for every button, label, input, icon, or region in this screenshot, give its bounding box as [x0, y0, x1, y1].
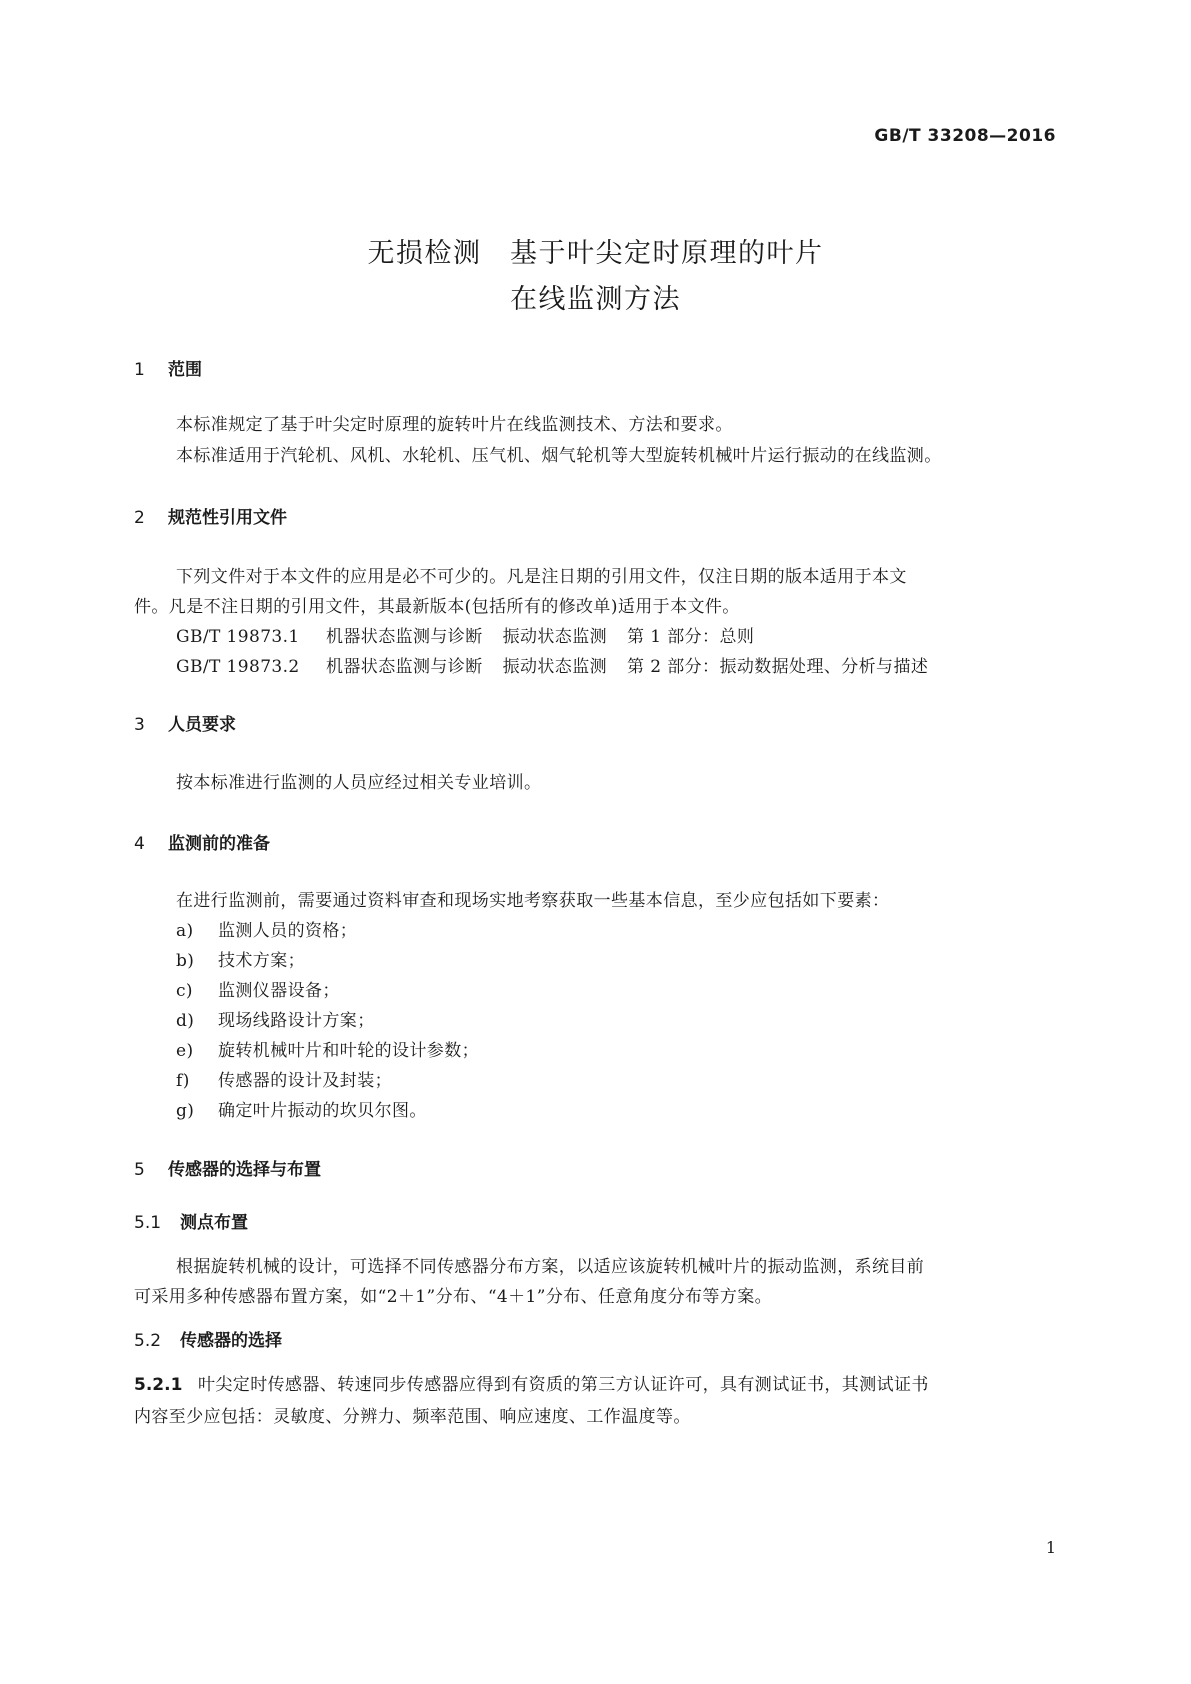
list-item-text: 旋转机械叶片和叶轮的设计参数； [218, 1041, 479, 1061]
section-4-heading [134, 829, 270, 854]
list-item [176, 976, 340, 1001]
section-number: 5 [134, 1160, 145, 1180]
reference-subtitle: 振动状态监测 [502, 657, 608, 677]
page-number: 1 [1045, 1538, 1056, 1557]
reference-subtitle: 振动状态监测 [502, 627, 608, 647]
list-item [176, 916, 357, 941]
section-title: 人员要求 [168, 715, 236, 735]
list-marker: f) [176, 1071, 190, 1091]
reference-part: 第 2 部分：振动数据处理、分析与描述 [627, 657, 929, 677]
paragraph: 在进行监测前，需要通过资料审查和现场实地考察获取一些基本信息，至少应包括如下要素： [176, 891, 890, 911]
list-item [176, 1066, 392, 1091]
list-item [176, 1036, 479, 1061]
reference-part: 第 1 部分：总则 [627, 627, 755, 647]
section-number: 4 [134, 834, 145, 854]
subsection-5-1-heading [134, 1208, 248, 1233]
normative-reference [176, 652, 928, 677]
list-marker: d) [176, 1011, 195, 1031]
reference-title: 机器状态监测与诊断 [326, 657, 483, 677]
section-3-heading [134, 710, 236, 735]
clause-5-2-1 [134, 1370, 929, 1395]
list-item-text: 监测人员的资格； [218, 921, 358, 941]
paragraph-line: 件。凡是不注日期的引用文件，其最新版本(包括所有的修改单)适用于本文件。 [134, 597, 740, 617]
section-number: 2 [134, 508, 145, 528]
section-title: 范围 [168, 360, 202, 380]
paragraph-line: 可采用多种传感器布置方案，如“2＋1”分布、“4＋1”分布、任意角度分布等方案。 [134, 1287, 773, 1307]
subsection-number: 5.1 [134, 1213, 162, 1233]
normative-reference [176, 622, 754, 647]
subsection-title: 传感器的选择 [180, 1331, 282, 1351]
clause-number: 5.2.1 [134, 1375, 183, 1395]
list-item-text: 现场线路设计方案； [218, 1011, 375, 1031]
document-title-line-2: 在线监测方法 [510, 284, 681, 315]
document-title-line-1: 无损检测 基于叶尖定时原理的叶片 [367, 238, 824, 269]
list-item-text: 技术方案； [218, 951, 305, 971]
subsection-title: 测点布置 [180, 1213, 248, 1233]
paragraph-line: 下列文件对于本文件的应用是必不可少的。凡是注日期的引用文件，仅注日期的版本适用于本文 [176, 567, 907, 587]
section-title: 监测前的准备 [168, 834, 270, 854]
reference-code: GB/T 19873.2 [176, 657, 300, 677]
list-item-text: 确定叶片振动的坎贝尔图。 [218, 1101, 427, 1121]
list-item [176, 1096, 427, 1121]
reference-code: GB/T 19873.1 [176, 627, 300, 647]
list-item [176, 1006, 375, 1031]
list-item [176, 946, 305, 971]
section-number: 1 [134, 360, 145, 380]
paragraph: 本标准规定了基于叶尖定时原理的旋转叶片在线监测技术、方法和要求。 [176, 415, 733, 435]
clause-text-line: 叶尖定时传感器、转速同步传感器应得到有资质的第三方认证许可，具有测试证书，其测试证书 [198, 1375, 929, 1395]
reference-title: 机器状态监测与诊断 [326, 627, 483, 647]
section-5-heading [134, 1155, 321, 1180]
paragraph: 按本标准进行监测的人员应经过相关专业培训。 [176, 773, 542, 793]
list-marker: a) [176, 921, 194, 941]
subsection-5-2-heading [134, 1326, 282, 1351]
subsection-number: 5.2 [134, 1331, 162, 1351]
section-number: 3 [134, 715, 145, 735]
paragraph-line: 内容至少应包括：灵敏度、分辨力、频率范围、响应速度、工作温度等。 [134, 1407, 691, 1427]
list-marker: c) [176, 981, 193, 1001]
standard-code: GB/T 33208—2016 [874, 126, 1056, 146]
section-1-heading [134, 355, 202, 380]
section-title: 规范性引用文件 [168, 508, 287, 528]
paragraph: 本标准适用于汽轮机、风机、水轮机、压气机、烟气轮机等大型旋转机械叶片运行振动的在线监测。 [176, 446, 942, 466]
list-item-text: 监测仪器设备； [218, 981, 340, 1001]
list-marker: e) [176, 1041, 194, 1061]
section-2-heading [134, 503, 287, 528]
list-marker: b) [176, 951, 195, 971]
section-title: 传感器的选择与布置 [168, 1160, 321, 1180]
paragraph-line: 根据旋转机械的设计，可选择不同传感器分布方案，以适应该旋转机械叶片的振动监测，系统目前 [176, 1257, 925, 1277]
list-marker: g) [176, 1101, 195, 1121]
list-item-text: 传感器的设计及封装； [218, 1071, 392, 1091]
